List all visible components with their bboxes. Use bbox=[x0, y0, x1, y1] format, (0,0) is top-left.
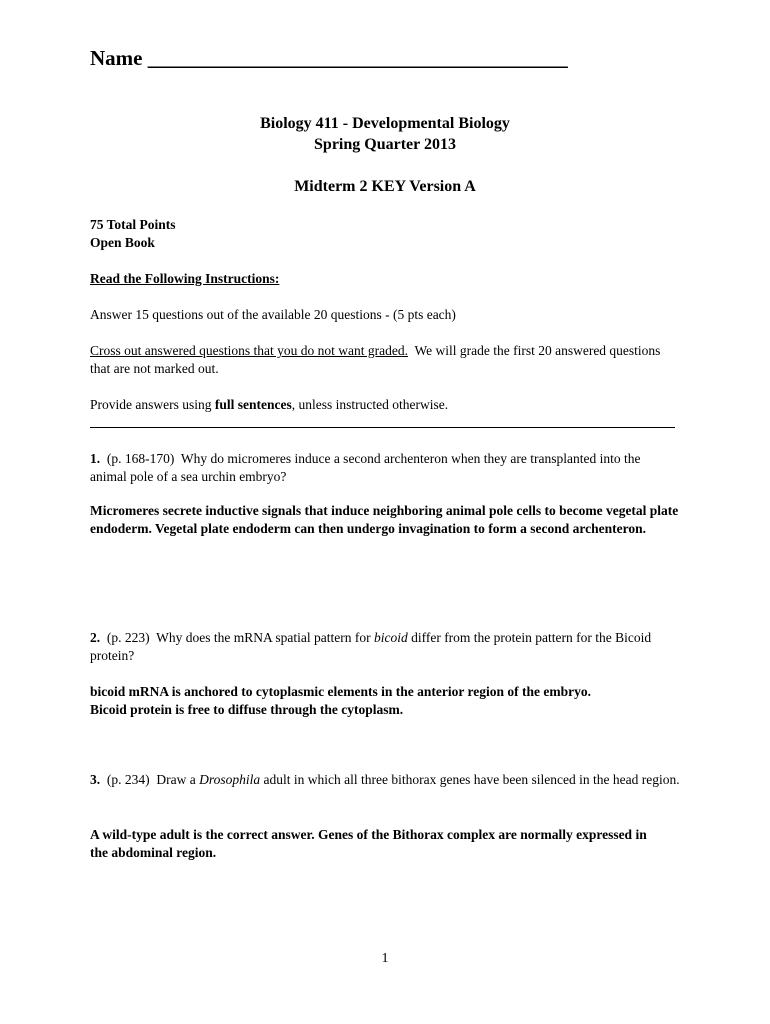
instruction-2-rest: We will grade the first 20 answered questions that are not marked out. bbox=[90, 343, 664, 376]
question-2-text-post: differ from the protein pattern for the Bicoid protein? bbox=[90, 630, 652, 663]
course-title: Biology 411 - Developmental Biology bbox=[260, 115, 510, 132]
answer-1: Micromeres secrete inductive signals that induce neighboring animal pole cells to become vegetal plate endoderm. Vegetal plate endoderm can then undergo invagination to form a second archenteron. bbox=[90, 503, 679, 536]
instruction-2-underlined: Cross out answered questions that you do not want graded. bbox=[90, 343, 408, 358]
name-label: Name bbox=[90, 46, 143, 70]
name-field bbox=[90, 46, 568, 71]
question-1 bbox=[90, 450, 670, 486]
question-2-number: 2. bbox=[90, 630, 101, 645]
question-3 bbox=[90, 771, 680, 789]
question-2-italic: bicoid bbox=[373, 630, 408, 645]
question-2-text-pre: (p. 223) Why does the mRNA spatial pattern for bbox=[100, 630, 374, 645]
total-points: 75 Total Points bbox=[90, 217, 176, 232]
answer-2-line-1: bicoid mRNA is anchored to cytoplasmic elements in the anterior region of the embryo. bbox=[90, 684, 591, 699]
instruction-1: Answer 15 questions out of the available 20 questions - (5 pts each) bbox=[90, 307, 456, 322]
open-book: Open Book bbox=[90, 235, 155, 250]
question-3-italic: Drosophila bbox=[199, 772, 261, 787]
question-1-text: (p. 168-170) Why do micromeres induce a second archenteron when they are transplanted into the animal pole of a sea urchin embryo? bbox=[90, 451, 644, 484]
question-2 bbox=[90, 629, 685, 665]
question-3-text-pre: (p. 234) Draw a bbox=[100, 772, 200, 787]
instruction-3 bbox=[90, 396, 690, 414]
page-number: 1 bbox=[381, 951, 389, 966]
term-title: Spring Quarter 2013 bbox=[314, 136, 456, 153]
question-3-number: 3. bbox=[90, 772, 101, 787]
question-3-text-post: adult in which all three bithorax genes have been silenced in the head region. bbox=[260, 772, 680, 787]
exam-title: Midterm 2 KEY Version A bbox=[294, 178, 476, 195]
divider bbox=[90, 427, 675, 428]
answer-3: A wild-type adult is the correct answer. Genes of the Bithorax complex are normally expressed in the abdominal region. bbox=[90, 827, 647, 860]
answer-2-line-2: Bicoid protein is free to diffuse through the cytoplasm. bbox=[90, 702, 404, 717]
instruction-2 bbox=[90, 342, 680, 378]
name-blank-line: ________________________________________ bbox=[147, 46, 568, 70]
question-1-number: 1. bbox=[90, 451, 101, 466]
instruction-3-pre: Provide answers using bbox=[90, 397, 215, 412]
instruction-3-post: , unless instructed otherwise. bbox=[291, 397, 449, 412]
instruction-3-bold: full sentences bbox=[214, 397, 292, 412]
instructions-heading: Read the Following Instructions: bbox=[90, 271, 280, 286]
